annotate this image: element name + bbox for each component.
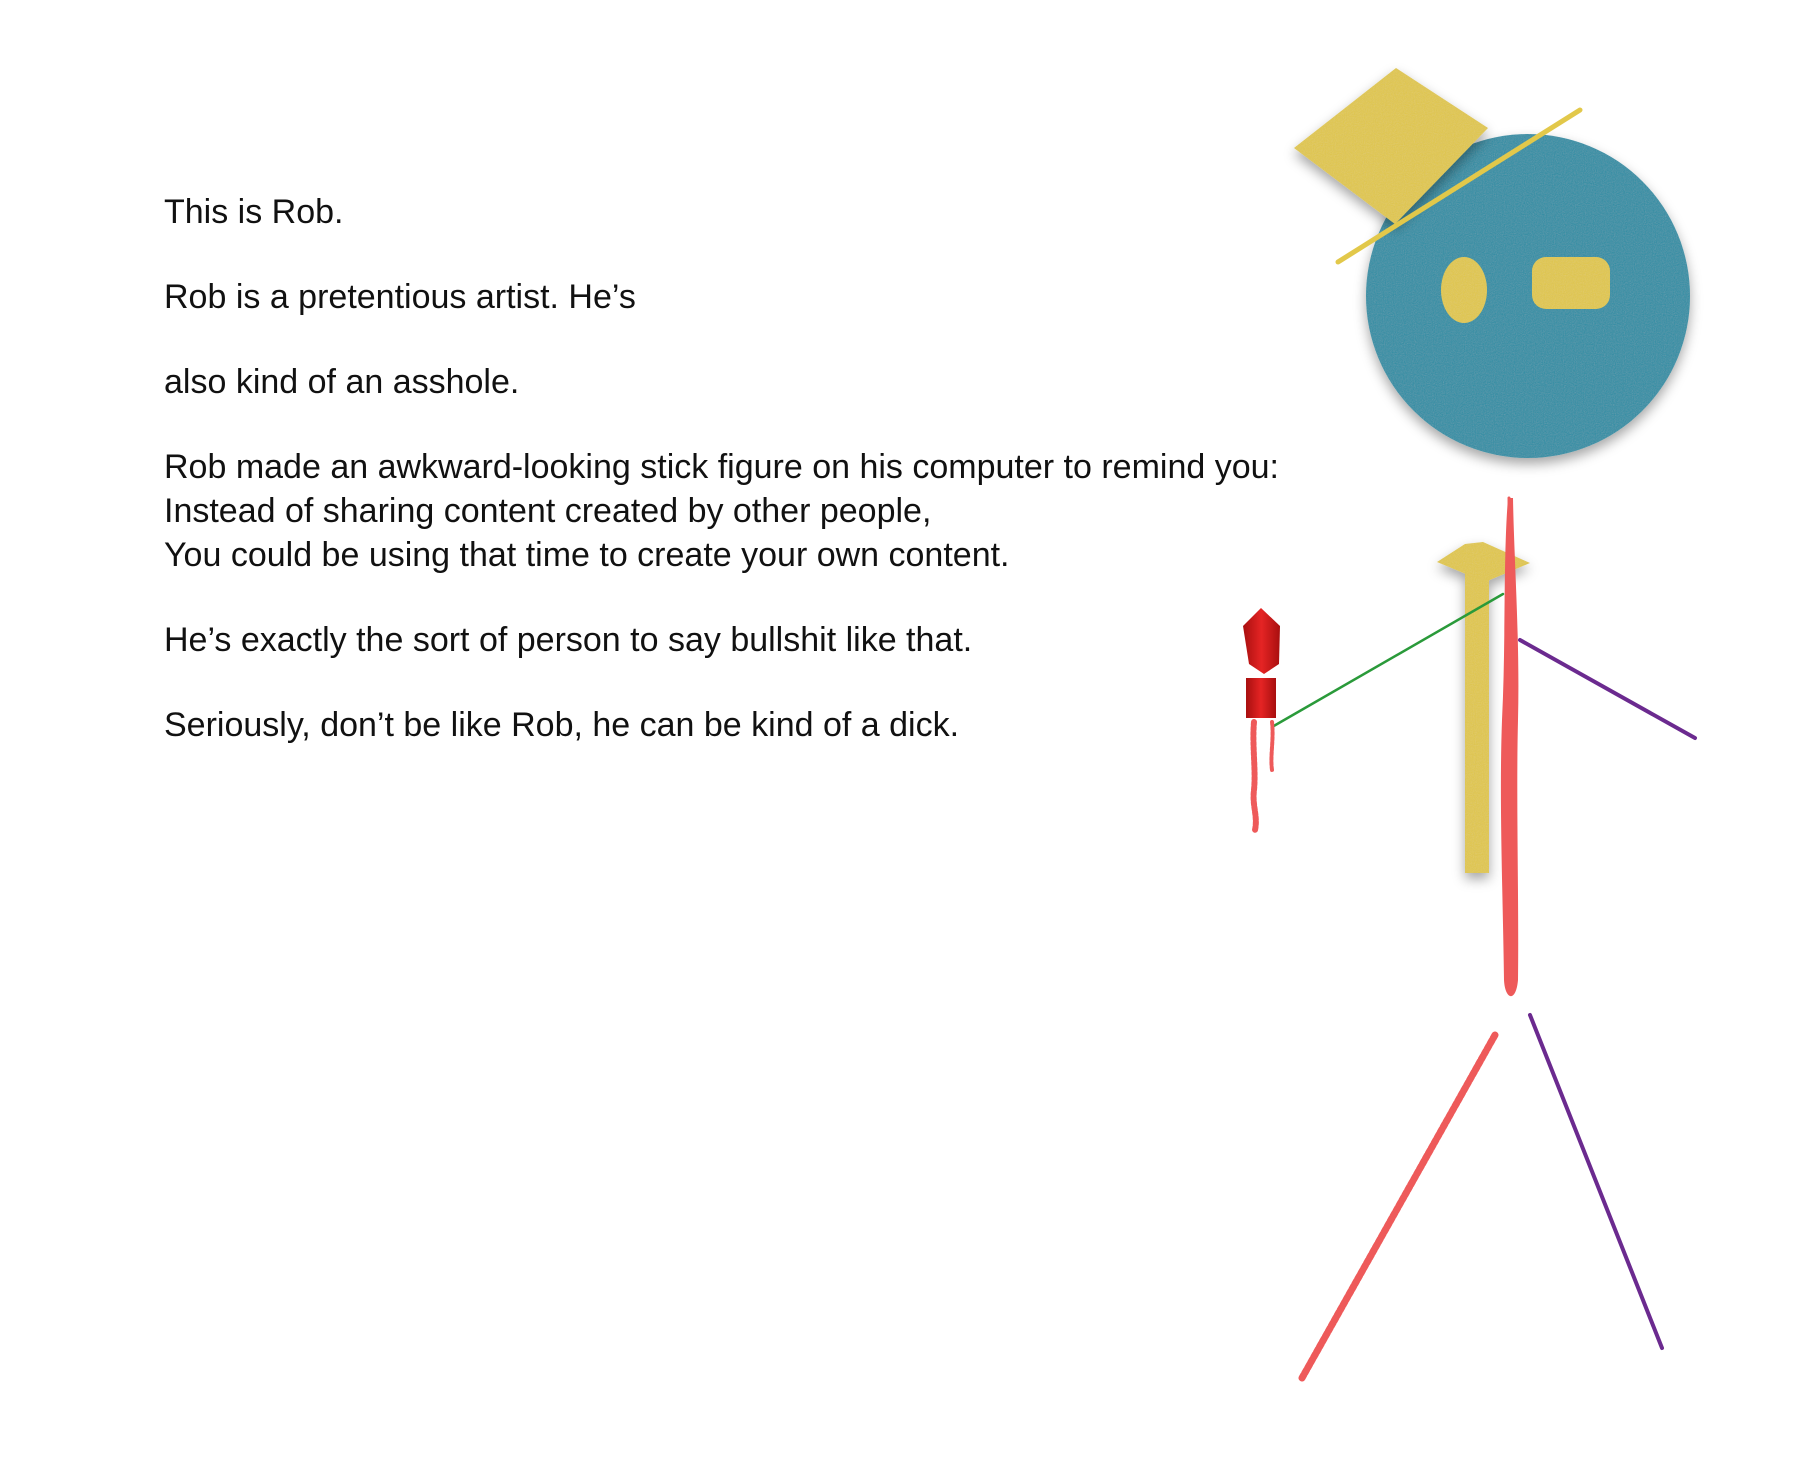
left-eye [1441, 257, 1487, 323]
message-line: Instead of sharing content created by other people, [164, 492, 932, 530]
body-stripe [1465, 565, 1489, 873]
paragraph-asshole: also kind of an asshole. [164, 363, 520, 401]
marker-icon [1243, 608, 1280, 830]
right-eye [1532, 257, 1610, 309]
paragraph-warning: Seriously, don’t be like Rob, he can be kind of a dick. [164, 706, 960, 744]
paragraph-bullshit: He’s exactly the sort of person to say bullshit like that. [164, 621, 973, 659]
body-cap [1437, 542, 1530, 582]
message-line: Rob made an awkward-looking stick figure on his computer to remind you: [164, 448, 1279, 486]
purple-leg [1530, 1015, 1662, 1348]
paragraph-intro: This is Rob. [164, 193, 344, 231]
message-line: You could be using that time to create your own content. [164, 536, 1010, 574]
spine-top-flick [1509, 498, 1510, 540]
purple-arm [1520, 640, 1695, 738]
red-leg [1302, 1035, 1495, 1378]
paragraph-artist: Rob is a pretentious artist. He’s [164, 278, 636, 316]
